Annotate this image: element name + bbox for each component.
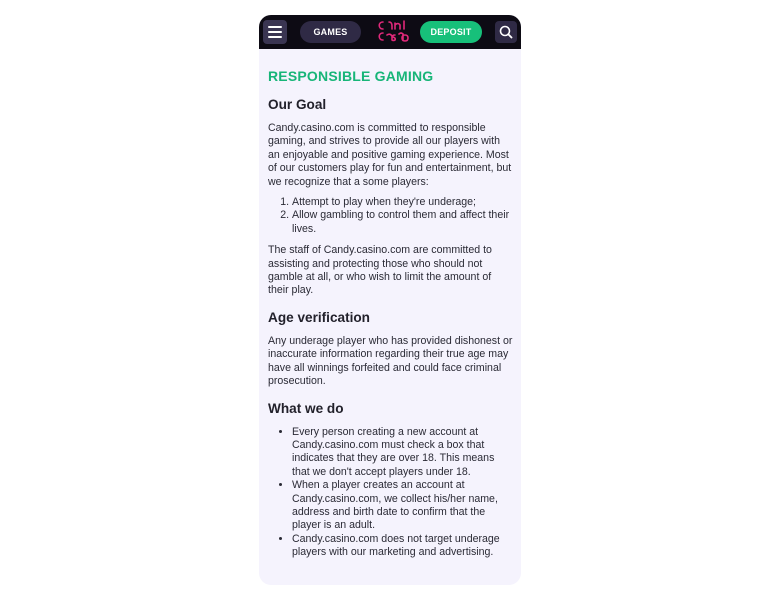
search-icon bbox=[495, 21, 517, 43]
goal-outro-paragraph: The staff of Candy.casino.com are committed to assisting and protecting those who should not gamble at all, or who wish to limit the amount of their play. bbox=[268, 244, 492, 297]
list-item: • Candy.casino.com does not target underage players with our marketing and advertising. bbox=[292, 533, 514, 560]
games-button[interactable]: GAMES bbox=[300, 21, 361, 43]
top-navigation-bar bbox=[259, 15, 521, 49]
page-content bbox=[268, 65, 514, 568]
list-item: 2. Allow gambling to control them and affect their lives. bbox=[292, 209, 514, 236]
menu-line bbox=[268, 36, 282, 38]
candy-casino-logo[interactable] bbox=[374, 18, 410, 46]
menu-line bbox=[268, 26, 282, 28]
section-heading-our-goal: Our Goal bbox=[268, 97, 327, 112]
goal-intro-paragraph: Candy.casino.com is committed to responsible gaming, and strives to provide all our players with an enjoyable and positive gaming experience. Most of our customers play for fun and entertainment, but we recognize that a some players: bbox=[268, 122, 512, 188]
hamburger-menu-icon[interactable] bbox=[263, 20, 287, 44]
search-button[interactable] bbox=[495, 21, 517, 43]
section-heading-what-we-do: What we do bbox=[268, 400, 344, 416]
list-item: • Every person creating a new account at Candy.casino.com must check a box that indicates that they are over 18. This means that we don't accept players under 18. bbox=[292, 426, 514, 480]
section-heading-age-verification: Age verification bbox=[268, 309, 370, 325]
mobile-viewport bbox=[259, 15, 521, 585]
menu-line bbox=[268, 31, 282, 33]
age-verification-paragraph: Any underage player who has provided dishonest or inaccurate information regarding their true age may have all winnings forfeited and could face criminal prosecution. bbox=[268, 334, 513, 388]
goal-risk-list bbox=[268, 196, 514, 236]
page-title: RESPONSIBLE GAMING bbox=[268, 68, 434, 84]
what-we-do-list bbox=[268, 426, 514, 560]
list-item: • When a player creates an account at Candy.casino.com, we collect his/her name, address and birth date to confirm that the player is an adult. bbox=[292, 479, 514, 533]
deposit-button[interactable]: DEPOSIT bbox=[420, 21, 482, 43]
list-item: 1. Attempt to play when they're underage; bbox=[292, 196, 514, 209]
